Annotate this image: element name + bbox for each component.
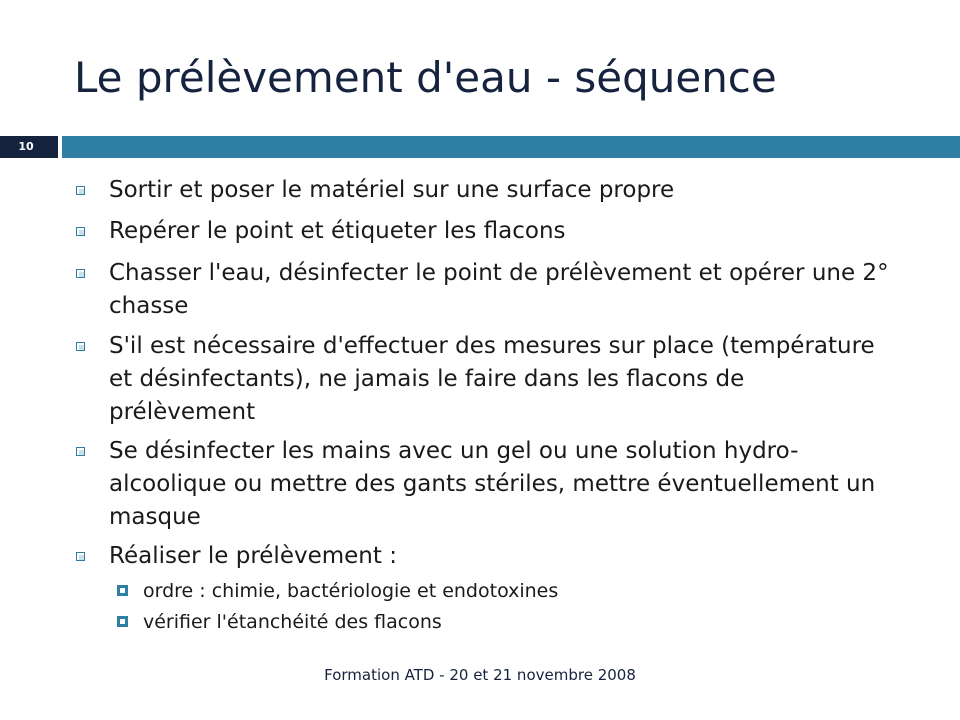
sub-bullet-item [117,608,897,636]
square-bullet-icon [76,447,85,456]
bullet-text: Se désinfecter les mains avec un gel ou une solution hydro-alcoolique ou mettre des gants stériles, mettre éventuellement un masque [109,438,876,530]
square-bullet-icon [76,552,85,561]
bullet-item [76,257,926,323]
slide-title: Le prélèvement d'eau - séquence [74,53,777,102]
slide-footer: Formation ATD - 20 et 21 novembre 2008 [324,666,636,684]
bullet-item [76,174,916,207]
bullet-text: Repérer le point et étiqueter les flacons [109,218,566,244]
square-bullet-icon [76,342,85,351]
bullet-item [76,215,916,248]
header-bar [62,136,960,158]
sub-bullet-text: ordre : chimie, bactériologie et endotoxines [143,580,559,602]
bullet-text: S'il est nécessaire d'effectuer des mesures sur place (température et désinfectants), ne jamais le faire dans les flacons de prélèvement [109,333,875,425]
bullet-item [76,540,916,573]
filled-square-bullet-icon [117,616,128,627]
square-bullet-icon [76,227,85,236]
bullet-text: Chasser l'eau, désinfecter le point de prélèvement et opérer une 2° chasse [109,260,889,319]
slide-number: 10 [0,136,58,158]
sub-bullet-item [117,577,897,605]
square-bullet-icon [76,186,85,195]
bullet-text: Sortir et poser le matériel sur une surface propre [109,177,675,203]
square-bullet-icon [76,269,85,278]
bullet-item [76,435,906,534]
bullet-text: Réaliser le prélèvement : [109,543,397,569]
sub-bullet-text: vérifier l'étanchéité des flacons [143,611,442,633]
bullet-item [76,330,896,429]
filled-square-bullet-icon [117,585,128,596]
